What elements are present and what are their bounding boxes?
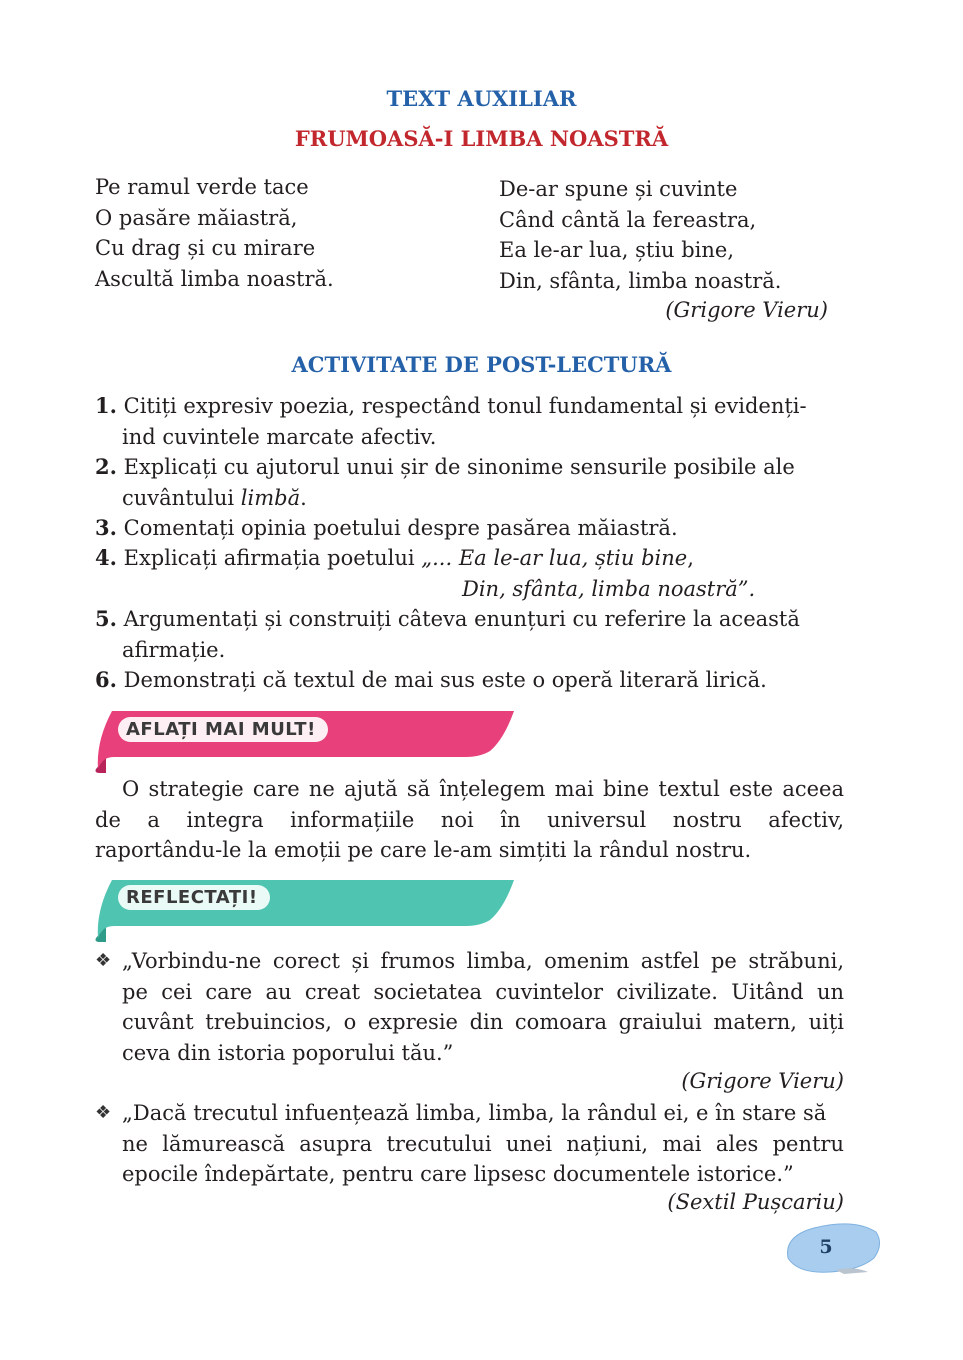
item-text: Demonstrați că textul de mai sus este o operă literară lirică. [123, 668, 767, 692]
banner-label: REFLECTAȚI! [118, 885, 270, 910]
quote-line: epocile îndepărtate, pentru care lipsesc documentele istorice.” [122, 1162, 794, 1186]
poem-line: Cu drag și cu mirare [95, 236, 316, 260]
poem-line: De-ar spune și cuvinte [499, 177, 738, 201]
quote-text [95, 1098, 844, 1190]
item-number: 5. [95, 606, 117, 631]
activity-item-2 [95, 452, 844, 513]
item-text: Argumentați și construiți câteva enunțuri cu referire la această [123, 607, 800, 631]
learn-more-banner [118, 719, 328, 740]
diamond-bullet-icon: ❖ [95, 1102, 112, 1123]
quote-1 [95, 946, 844, 1068]
item-text: Citiți expresiv poezia, respectând tonul fundamental și evidenți- [123, 394, 807, 418]
poem-title: FRUMOASĂ-I LIMBA NOASTRĂ [294, 126, 669, 151]
quote-line: ceva din istoria poporului tău.” [122, 1040, 454, 1065]
item-text-part: . [300, 485, 307, 510]
quote-line: pe cei care au creat societatea cuvintelor civilizate. Uitând un [122, 979, 844, 1004]
quote-line: cuvânt trebuincios, o expresie din comoara graiului matern, uiți [122, 1010, 844, 1034]
item-text-cont [95, 483, 844, 514]
item-text-cont: ind cuvintele marcate afectiv. [122, 424, 437, 449]
item-number: 6. [95, 667, 117, 692]
paragraph-line: raportându-le la emoții pe care le-am simțiti la rândul nostru. [95, 838, 752, 862]
item-text-part: , [687, 546, 694, 570]
section-label: TEXT AUXILIAR [386, 86, 577, 111]
page-number: 5 [819, 1236, 833, 1258]
quote-text [95, 946, 844, 1068]
activity-item-4 [95, 543, 844, 604]
poem-line: Pe ramul verde tace [95, 175, 309, 199]
poem-line: O pasăre măiastră, [95, 205, 298, 230]
item-text: Comentați opinia poetului despre pasărea măiastră. [123, 516, 678, 540]
item-text-italic: limbă [240, 485, 301, 510]
activity-item-6 [95, 665, 844, 696]
quote-line: „Dacă trecutul infuențează limba, limba, la rândul ei, e în stare să [122, 1101, 827, 1125]
item-text-cont: Din, sfânta, limba noastră”. [462, 576, 756, 601]
item-text: Explicați cu ajutorul unui șir de sinonime sensurile posibile ale [123, 455, 795, 479]
poem-left-stanza [95, 172, 334, 294]
badge-shadow [836, 1268, 868, 1274]
paragraph-line: O strategie care ne ajută să înțelegem mai bine textul este aceea [122, 777, 844, 801]
activity-item-1 [95, 391, 844, 452]
paragraph-line: de a integra informațiile noi în universul nostru afectiv, [95, 807, 844, 832]
item-number: 1. [95, 393, 117, 418]
diamond-bullet-icon: ❖ [95, 950, 112, 971]
quote-1-author: (Grigore Vieru) [681, 1069, 844, 1093]
quote-line: „Vorbindu-ne corect și frumos limba, omenim astfel pe străbuni, [122, 949, 844, 973]
item-number: 3. [95, 515, 117, 540]
poem-line: Din, sfânta, limba noastră. [499, 268, 782, 293]
quote-2 [95, 1098, 844, 1190]
poem-line: Ascultă limba noastră. [95, 266, 334, 291]
poem-line: Ea le-ar lua, știu bine, [499, 238, 735, 262]
item-number: 4. [95, 545, 117, 570]
item-text-part: cuvântului [122, 485, 241, 510]
banner-label: AFLAȚI MAI MULT! [118, 717, 328, 742]
quote-line: ne lămurească asupra trecutului unei națiuni, mai ales pentru [122, 1131, 844, 1156]
poem-author: (Grigore Vieru) [665, 298, 828, 322]
quote-2-author: (Sextil Pușcariu) [667, 1190, 844, 1214]
activity-item-3 [95, 513, 844, 544]
poem-right-stanza [499, 174, 781, 296]
activity-item-5 [95, 604, 844, 665]
poem-line: Când cântă la fereastra, [499, 207, 757, 232]
item-text-italic: „... Ea le-ar lua, știu bine [421, 546, 688, 570]
activity-title: ACTIVITATE DE POST-LECTURĂ [291, 352, 672, 377]
item-text: Explicați afirmația poetului [123, 546, 422, 570]
item-text-cont: afirmație. [122, 637, 226, 662]
learn-more-text [95, 774, 844, 866]
item-number: 2. [95, 454, 117, 479]
reflect-banner [118, 887, 270, 908]
